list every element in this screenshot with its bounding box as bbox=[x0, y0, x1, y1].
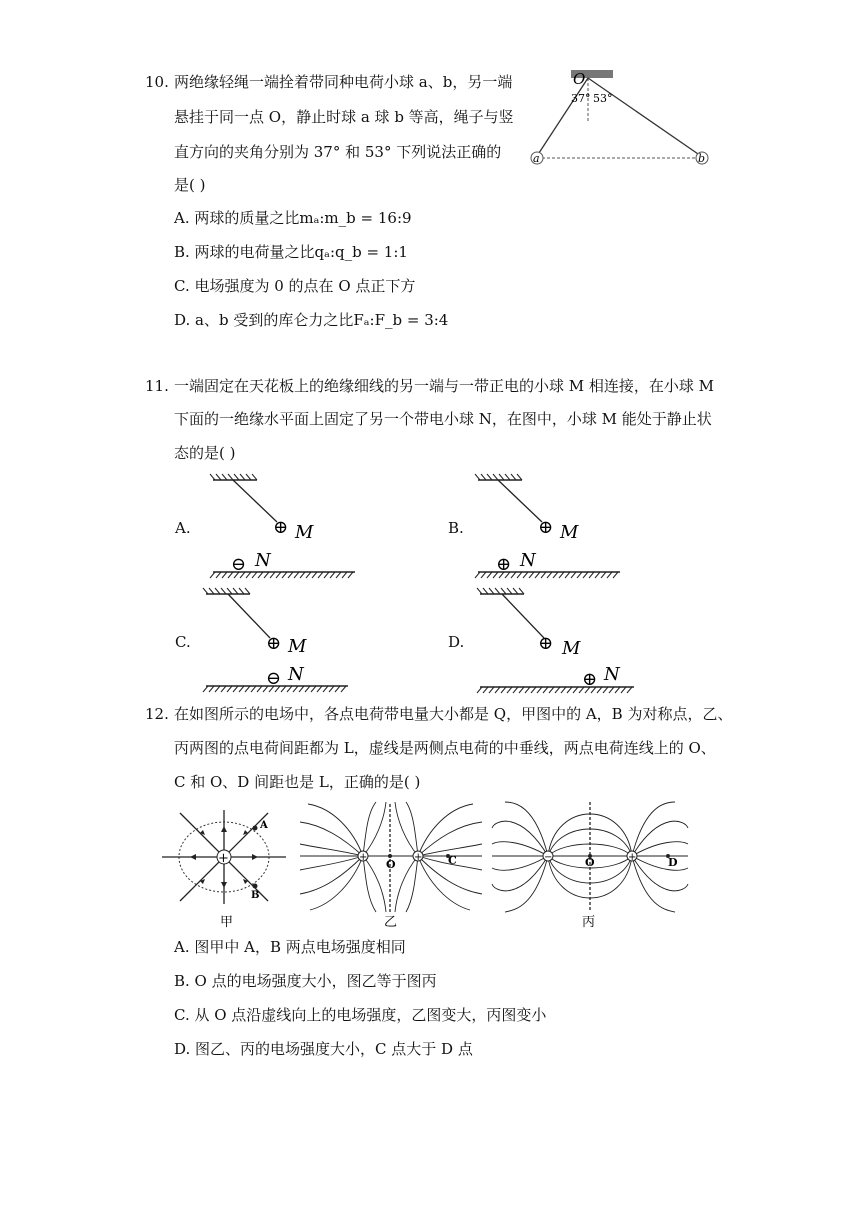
pendulum-figure bbox=[525, 66, 725, 171]
m-label: M bbox=[288, 636, 307, 657]
stem-line: 悬挂于同一点 O，静止时球 a 球 b 等高，绳子与竖 bbox=[174, 108, 514, 126]
option-a[interactable]: A. 两球的质量之比mₐ:m_b = 16:9 bbox=[174, 209, 412, 227]
question-number: 11. bbox=[145, 377, 169, 395]
ball-b-label: b bbox=[698, 152, 706, 165]
figure-bing bbox=[490, 800, 690, 935]
question-number: 10. bbox=[145, 73, 169, 91]
n-label: N bbox=[604, 664, 620, 685]
n-label: N bbox=[288, 664, 304, 685]
svg-text:−: − bbox=[544, 852, 553, 863]
m-charge-icon: ⊕ bbox=[266, 633, 282, 654]
label-b: B bbox=[251, 890, 260, 901]
option-b-label[interactable]: B. bbox=[448, 519, 464, 537]
stem-line: C 和 O、D 间距也是 L，正确的是( ) bbox=[174, 773, 421, 791]
option-d[interactable]: D. a、b 受到的库仑力之比Fₐ:F_b = 3:4 bbox=[174, 311, 449, 329]
n-charge-icon: ⊖ bbox=[266, 668, 282, 689]
figure-yi bbox=[298, 800, 484, 935]
stem-line: 是( ) bbox=[174, 176, 206, 194]
figure-jia bbox=[160, 808, 290, 933]
m-charge-icon: ⊕ bbox=[538, 517, 554, 538]
question-number: 12. bbox=[145, 705, 169, 723]
n-label: N bbox=[520, 550, 536, 571]
stem-line: 态的是( ) bbox=[174, 444, 236, 462]
svg-text:+: + bbox=[359, 852, 368, 863]
label-o: O bbox=[386, 858, 396, 871]
angle-left-label: 37° bbox=[571, 92, 591, 105]
n-charge-icon: ⊕ bbox=[582, 669, 598, 690]
option-d-label[interactable]: D. bbox=[448, 633, 465, 651]
m-charge-icon: ⊕ bbox=[273, 517, 289, 538]
label-d: D bbox=[668, 856, 678, 869]
option-b-figure[interactable] bbox=[470, 472, 630, 582]
m-label: M bbox=[295, 522, 314, 543]
caption-yi: 乙 bbox=[384, 915, 398, 930]
stem-line: 下面的一绝缘水平面上固定了另一个带电小球 N，在图中，小球 M 能处于静止状 bbox=[174, 410, 712, 428]
svg-text:+: + bbox=[628, 852, 637, 863]
m-label: M bbox=[562, 638, 581, 659]
option-b[interactable]: B. 两球的电荷量之比qₐ:q_b = 1:1 bbox=[174, 243, 408, 261]
stem-line: 直方向的夹角分别为 37° 和 53° 下列说法正确的 bbox=[174, 143, 502, 161]
option-a-label[interactable]: A. bbox=[175, 519, 191, 537]
string-b bbox=[588, 78, 701, 156]
stem-line: 一端固定在天花板上的绝缘细线的另一端与一带正电的小球 M 相连接，在小球 M bbox=[174, 377, 715, 395]
angle-right-label: 53° bbox=[593, 92, 613, 105]
svg-text:+: + bbox=[414, 852, 423, 863]
stem-line: 在如图所示的电场中，各点电荷带电量大小都是 Q，甲图中的 A，B 为对称点，乙、 bbox=[174, 705, 733, 723]
string-a bbox=[537, 78, 588, 156]
stem-line: 两绝缘轻绳一端拴着带同种电荷小球 a、b，另一端 bbox=[174, 73, 513, 91]
m-label: M bbox=[560, 522, 579, 543]
pivot-label: O bbox=[573, 70, 586, 88]
stem-line: 丙两图的点电荷间距都为 L，虚线是两侧点电荷的中垂线，两点电荷连线上的 O、 bbox=[174, 739, 716, 757]
m-charge-icon: ⊕ bbox=[538, 633, 554, 654]
option-c-figure[interactable] bbox=[198, 586, 358, 696]
option-c[interactable]: C. 电场强度为 0 的点在 O 点正下方 bbox=[174, 277, 416, 295]
caption-jia: 甲 bbox=[220, 915, 234, 930]
option-c[interactable]: C. 从 O 点沿虚线向上的电场强度，乙图变大，丙图变小 bbox=[174, 1006, 547, 1024]
option-c-label[interactable]: C. bbox=[175, 633, 191, 651]
option-d[interactable]: D. 图乙、丙的电场强度大小，C 点大于 D 点 bbox=[174, 1040, 473, 1058]
n-charge-icon: ⊕ bbox=[496, 554, 512, 575]
label-a: A bbox=[260, 820, 268, 831]
option-a[interactable]: A. 图甲中 A，B 两点电场强度相同 bbox=[174, 938, 406, 956]
option-a-figure[interactable] bbox=[205, 472, 365, 582]
label-o: O bbox=[585, 856, 595, 869]
option-b[interactable]: B. O 点的电场强度大小，图乙等于图丙 bbox=[174, 972, 437, 990]
option-d-figure[interactable] bbox=[472, 586, 642, 696]
n-label: N bbox=[255, 550, 271, 571]
n-charge-icon: ⊖ bbox=[231, 554, 247, 575]
ball-a-label: a bbox=[533, 152, 540, 165]
svg-text:+: + bbox=[218, 851, 229, 866]
label-c: C bbox=[448, 854, 457, 867]
caption-bing: 丙 bbox=[582, 915, 596, 930]
